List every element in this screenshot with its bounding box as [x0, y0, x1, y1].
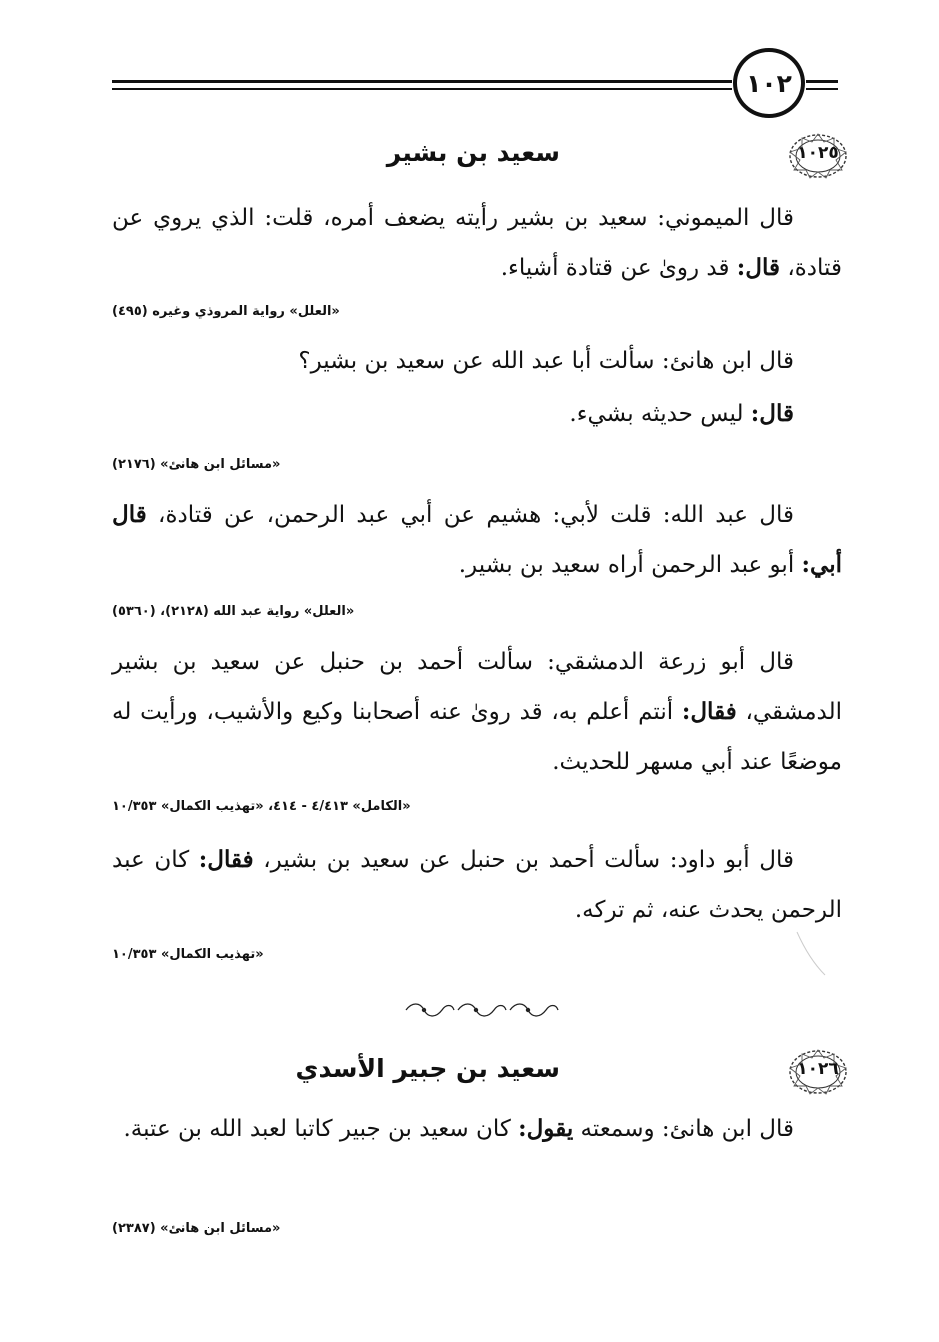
source-citation: «تهذيب الكمال» ١٠/٣٥٣	[112, 947, 264, 962]
narration-text: ليس حديثه بشيء.	[569, 401, 751, 427]
source-citation: «مسائل ابن هانئ» (٢٣٨٧)	[112, 1221, 281, 1236]
narration-text: قال عبد الله: قلت لأبي: هشيم عن أبي عبد الرحمن، عن قتادة،	[146, 502, 794, 528]
narration-text: أنتم أعلم به، قد روىٰ عنه أصحابنا وكيع والأشيب، ورأيت له موضعًا عند أبي مسهر للحديث.	[112, 699, 842, 775]
source-citation: «العلل» رواية عبد الله (٢١٢٨)، (٥٣٦٠)	[112, 604, 355, 619]
entry-heading	[110, 1048, 850, 1098]
narration-paragraph	[112, 1104, 842, 1154]
entry-number: ١٠٢٥	[797, 143, 839, 163]
header-rule-tail	[806, 80, 838, 83]
source-citation: «مسائل ابن هانئ» (٢١٧٦)	[112, 457, 281, 472]
narration-text: قال أبو زرعة الدمشقي: سألت أحمد بن حنبل عن سعيد بن بشير الدمشقي،	[112, 649, 842, 725]
source-citation: «الكامل» ٤/٤١٣ - ٤١٤، «تهذيب الكمال» ١٠/٣٥٣	[112, 799, 411, 814]
entry-number-badge	[786, 132, 850, 180]
narration-paragraph	[112, 835, 842, 935]
speech-keyword: قال:	[736, 254, 781, 281]
header-rule	[112, 88, 732, 90]
speech-keyword: قال:	[750, 400, 794, 427]
narration-text: كان عبد الرحمن يحدث عنه، ثم تركه.	[112, 847, 842, 923]
narration-text: قال أبو داود: سألت أحمد بن حنبل عن سعيد بن بشير،	[253, 847, 794, 873]
speech-keyword: فقال:	[198, 846, 254, 873]
narration-paragraph	[112, 490, 842, 590]
narration-text: قال ابن هانئ: سألت أبا عبد الله عن سعيد بن بشير؟	[298, 348, 794, 374]
page-number: ١٠٢	[733, 48, 805, 118]
header-rule-tail	[806, 88, 838, 90]
narration-paragraph	[112, 637, 842, 787]
narration-text: قال الميموني: سعيد بن بشير رأيته يضعف أمره، قلت: الذي يروي عن قتادة،	[112, 205, 842, 281]
narration-text: أبو عبد الرحمن أراه سعيد بن بشير.	[458, 552, 802, 578]
header-rule	[112, 80, 732, 83]
source-citation: «العلل» رواية المروذي وغيره (٤٩٥)	[112, 304, 340, 319]
speech-keyword: فقال:	[681, 698, 737, 725]
narration-paragraph	[112, 193, 842, 293]
speech-keyword: قال أبي:	[112, 501, 842, 578]
narration-paragraph	[112, 336, 842, 386]
narration-text: كان سعيد بن جبير كاتبا لعبد الله بن عتبة.	[123, 1116, 519, 1142]
narration-text: قال ابن هانئ: وسمعته	[573, 1116, 794, 1142]
scan-mark	[795, 930, 855, 990]
entry-number-badge	[786, 1048, 850, 1096]
speech-keyword: يقول:	[518, 1115, 574, 1142]
entry-title: سعيد بن بشير	[386, 138, 560, 167]
entry-title: سعيد بن جبير الأسدي	[295, 1054, 560, 1083]
narration-text: قد روىٰ عن قتادة أشياء.	[500, 255, 737, 281]
entry-number: ١٠٢٦	[797, 1059, 839, 1079]
divider-ornament-icon	[402, 1000, 562, 1020]
narration-paragraph	[112, 389, 842, 439]
entry-heading	[110, 132, 850, 182]
